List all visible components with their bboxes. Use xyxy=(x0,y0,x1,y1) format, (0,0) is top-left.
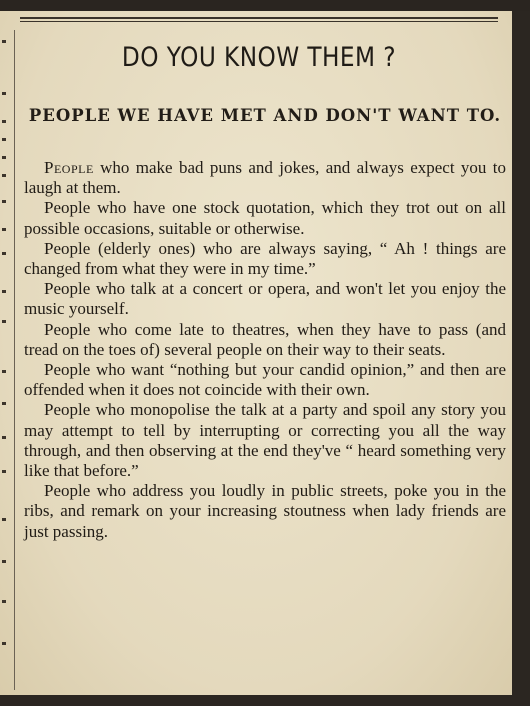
scan-bottom-border xyxy=(0,695,530,706)
column-divider xyxy=(14,30,15,690)
article-paragraph xyxy=(24,158,506,198)
article-subheading: PEOPLE WE HAVE MET AND DON'T WANT TO. xyxy=(28,106,502,125)
article-paragraph: People who talk at a concert or opera, and won't let you enjoy the music yourself. xyxy=(24,279,506,319)
article-headline: DO YOU KNOW THEM ? xyxy=(121,42,397,73)
article-paragraph: People who want “nothing but your candid opinion,” and then are offended when it does not coincide with their own. xyxy=(24,360,506,400)
top-double-rule xyxy=(20,17,498,22)
article-body xyxy=(24,158,506,542)
article-paragraph: People who monopolise the talk at a party and spoil any story you may attempt to tell by interrupting or correcting you all the way through, and then observing at the end they've “ heard something very like that before.” xyxy=(24,400,506,481)
paragraph-text: who make bad puns and jokes, and always expect you to laugh at them. xyxy=(24,158,506,198)
article-paragraph: People who come late to theatres, when they have to pass (and tread on the toes of) several people on their way to their seats. xyxy=(24,319,506,359)
lead-word: People xyxy=(44,158,94,177)
article-paragraph: People who address you loudly in public streets, poke you in the ribs, and remark on your increasing stoutness when lady friends are just passing. xyxy=(24,481,506,541)
adjacent-column-fragments xyxy=(0,40,8,680)
scan-right-border xyxy=(512,11,530,706)
scan-top-border xyxy=(0,0,530,11)
article-paragraph: People (elderly ones) who are always saying, “ Ah ! things are changed from what they were in my time.” xyxy=(24,238,506,279)
article-paragraph: People who have one stock quotation, which they trot out on all possible occasions, suitable or otherwise. xyxy=(24,198,506,238)
